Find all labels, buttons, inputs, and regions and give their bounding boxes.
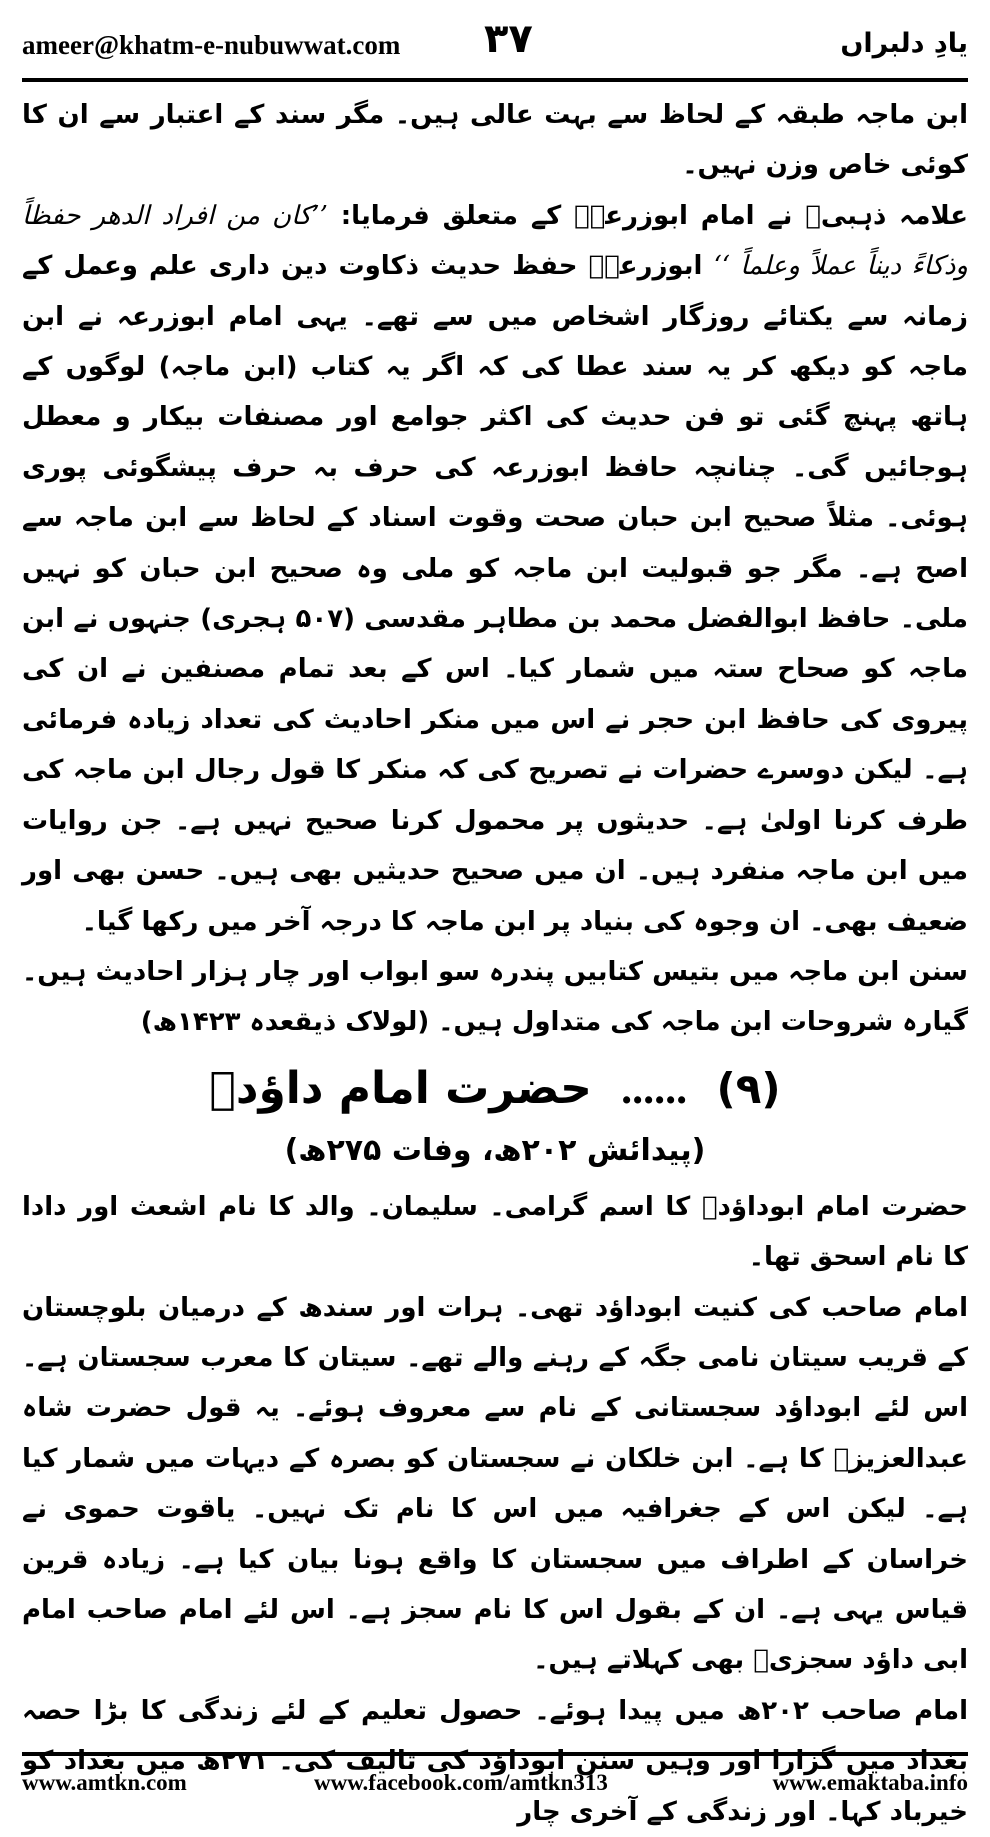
- page-footer: [22, 1770, 968, 1806]
- section-subtitle: (پیدائش ۲۰۲ھ، وفات ۲۷۵ھ): [284, 1132, 706, 1168]
- footer-rule: [22, 1752, 968, 1756]
- section-paragraph-1: حضرت امام ابوداؤدؒ کا اسم گرامی۔ سلیمان۔ والد کا نام اشعث اور دادا کا نام اسحق تھا۔: [22, 1191, 968, 1273]
- footer-link-emaktaba[interactable]: www.emaktaba.info: [772, 1770, 968, 1795]
- footer-link-facebook[interactable]: www.facebook.com/amtkn313: [314, 1770, 608, 1795]
- page-number: ۳۷: [484, 16, 533, 62]
- paragraph-3: سنن ابن ماجہ میں بتیس کتابیں پندرہ سو ابواب اور چار ہزار احادیث ہیں۔ گیارہ شروحات ابن ماجہ کی متداول ہیں۔ (لولاک ذیقعدہ ۱۴۲۳ھ): [22, 956, 968, 1038]
- header-rule: [22, 78, 968, 82]
- section-title: حضرت امام داؤدؒ: [209, 1062, 592, 1114]
- paragraph-2: [22, 191, 968, 947]
- section-dots: ......: [621, 1063, 688, 1113]
- section-paragraph-2: امام صاحب کی کنیت ابوداؤد تھی۔ ہرات اور سندھ کے درمیان بلوچستان کے قریب سیتان نامی جگہ کے رہنے والے تھے۔ سیتان کا معرب سجستان ہے۔ اس لئے ابوداؤد سجستانی کے نام سے معروف ہوئے۔ یہ قول حضرت شاہ عبدالعزیزؒ کا ہے۔ ابن خلکان نے سجستان کو بصرہ کے دیہات میں شمار کیا ہے۔ لیکن اس کے جغرافیہ میں اس کا نام تک نہیں۔ یاقوت حموی نے خراسان کے اطراف میں سجستان کا واقع ہونا بیان کیا ہے۔ زیادہ قرین قیاس یہی ہے۔ ان کے بقول اس کا نام سجز ہے۔ اس لئے امام صاحب امام ابی داؤد سجزیؒ بھی کہلاتے ہیں۔: [22, 1292, 968, 1676]
- paragraph-2-body: ابوزرعہؒ حفظ حدیث ذکاوت دین داری علم وعمل کے زمانہ سے یکتائے روزگار اشخاص میں سے تھے۔ یہی امام ابوزرعہ نے ابن ماجہ کو دیکھ کر یہ سند عطا کی کہ اگر یہ کتاب (ابن ماجہ) لوگوں کے ہاتھ پہنچ گئی تو فن حدیث کی اکثر جوامع اور مصنفات بیکار و معطل ہوجائیں گی۔ چنانچہ حافظ ابوزرعہ کی حرف بہ حرف پیشگوئی پوری ہوئی۔ مثلاً صحیح ابن حبان صحت وقوت اسناد کے لحاظ سے ابن ماجہ سے اصح ہے۔ مگر جو قبولیت ابن ماجہ کو ملی وہ صحیح ابن حبان کو نہیں ملی۔ حافظ ابوالفضل محمد بن مطاہر مقدسی (۵۰۷ ہجری) جنہوں نے ابن ماجہ کو صحاح ستہ میں شمار کیا۔ اس کے بعد تمام مصنفین نے ان کی پیروی کی حافظ ابن حجر نے اس میں منکر احادیث کی تعداد زیادہ فرمائی ہے۔ لیکن دوسرے حضرات نے تصریح کی کہ منکر کا قول رجال ابن ماجہ کی طرف کرنا اولیٰ ہے۔ حدیثوں پر محمول کرنا صحیح نہیں ہے۔ جن روایات میں ابن ماجہ منفرد ہیں۔ ان میں صحیح حدیثیں بھی ہیں۔ حسن بھی اور ضعیف بھی۔ ان وجوہ کی بنیاد پر ابن ماجہ کا درجہ آخر میں رکھا گیا۔: [22, 251, 969, 937]
- section-paragraph-3: امام صاحب ۲۰۲ھ میں پیدا ہوئے۔ حصول تعلیم کے لئے زندگی کا بڑا حصہ بغداد میں گزارا اور وہیں سنن ابوداؤد کی تالیف کی۔ ۲۷۱ھ میں بغداد کو خیرباد کہا۔ اور زندگی کے آخری چار: [22, 1695, 968, 1827]
- arabic-quote: ’’کان من افراد الدھر حفظاً وذکاءً دیناً عملاً وعلماً ‘‘: [22, 200, 968, 282]
- paragraph-2-intro: علامہ ذہبیؒ نے امام ابوزرعہؒ کے متعلق فرمایا:: [340, 200, 968, 231]
- page-header: [22, 16, 968, 86]
- book-title: یادِ دلبراں: [840, 28, 968, 59]
- header-email: ameer@khatm-e-nubuwwat.com: [22, 30, 401, 60]
- section-heading: [22, 1054, 968, 1124]
- section-number: (۹): [716, 1063, 781, 1113]
- paragraph-1: ابن ماجہ طبقہ کے لحاظ سے بہت عالی ہیں۔ مگر سند کے اعتبار سے ان کا کوئی خاص وزن نہیں۔: [22, 100, 968, 181]
- footer-link-amtkn[interactable]: www.amtkn.com: [22, 1770, 187, 1795]
